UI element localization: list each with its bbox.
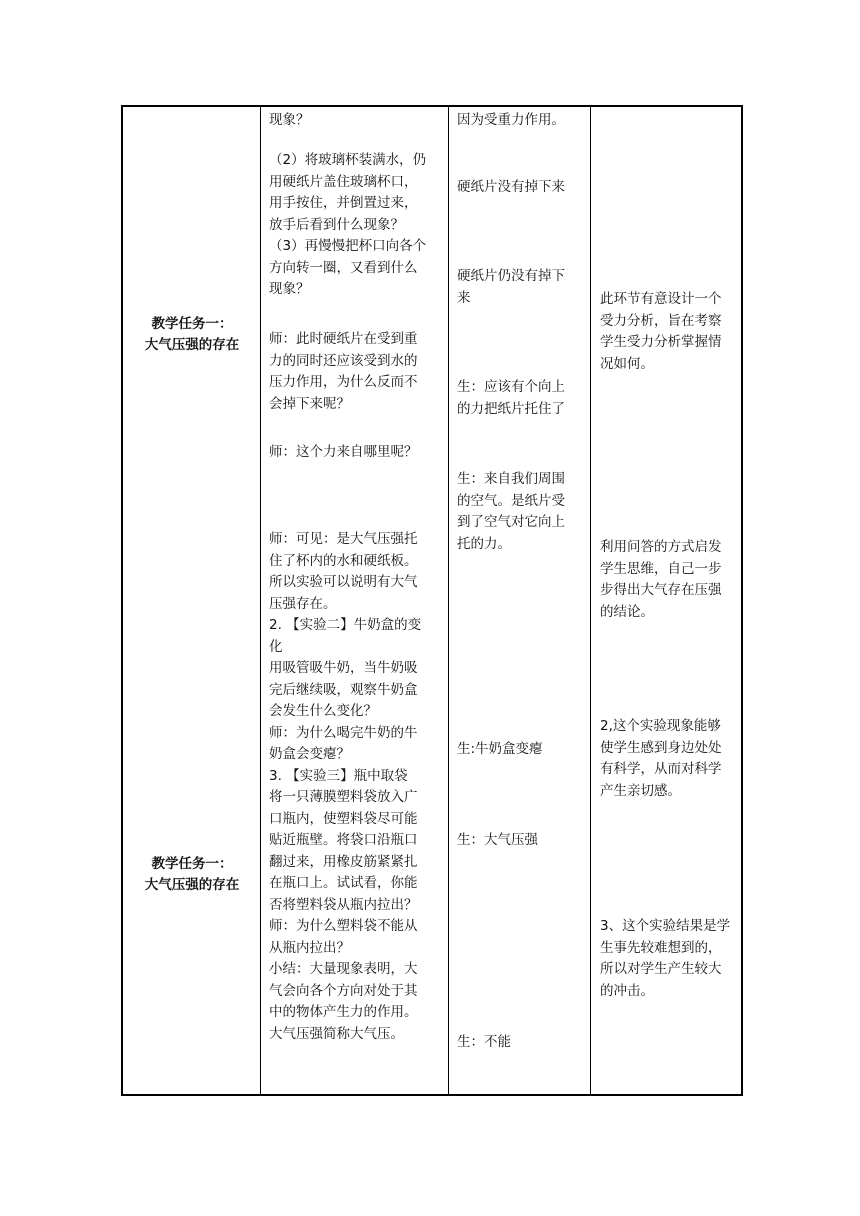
student-response-block (457, 1032, 511, 1054)
text-line: 将一只薄膜塑料袋放入广 (269, 789, 418, 805)
design-intent-block (600, 916, 730, 1002)
text-line: 力的同时还应该受到水的 (269, 352, 418, 369)
design-intent-block (600, 289, 722, 375)
student-response-block (457, 110, 565, 132)
text-line: 使学生感到身边处处 (600, 739, 722, 756)
text-line: 产生亲切感。 (600, 782, 681, 799)
text-line: 2,这个实验现象能够 (600, 718, 721, 734)
task-line: 大气压强的存在 (144, 877, 240, 893)
text-line: 的结论。 (600, 603, 654, 620)
text-line: 来 (457, 289, 471, 306)
column-divider (590, 107, 591, 1094)
text-line: 生：应该有个向上 (457, 379, 565, 395)
column-divider (448, 107, 449, 1094)
text-line: 2. 【实验二】牛奶盒的变 (269, 617, 422, 633)
text-line: 学生受力分析掌握情 (600, 334, 722, 350)
text-line: 压强存在。 (269, 595, 337, 612)
student-response-block (457, 469, 565, 555)
text-line: 生：来自我们周围 (457, 471, 565, 487)
text-line: （2）将玻璃杯装满水，仍 (269, 152, 427, 168)
text-line: 会掉下来呢？ (269, 395, 350, 412)
teacher-text-block (269, 110, 310, 132)
text-line: 大气压强简称大气压。 (269, 1025, 404, 1042)
text-line: 到了空气对它向上 (457, 514, 565, 530)
text-line: 师：为什么喝完牛奶的牛 (269, 724, 418, 741)
text-line: 师：可见：是大气压强托 (269, 531, 418, 547)
teaching-task-label (123, 854, 261, 896)
text-line: 贴近瓶壁。将袋口沿瓶口 (269, 832, 418, 848)
text-line: 步得出大气存在压强 (600, 582, 722, 598)
text-line: 硬纸片没有掉下来 (457, 179, 565, 195)
text-line: 从瓶内拉出？ (269, 939, 350, 956)
text-line: 现象？ (269, 112, 310, 128)
text-line: 生：不能 (457, 1034, 511, 1050)
student-response-block (457, 266, 565, 309)
text-line: 中的物体产生力的作用。 (269, 1004, 418, 1020)
text-line: 否将塑料袋从瓶内拉出？ (269, 896, 418, 913)
text-line: 此环节有意设计一个 (600, 291, 722, 307)
text-line: 现象？ (269, 281, 310, 297)
text-line: 学生思维，自己一步 (600, 560, 722, 577)
student-response-block (457, 739, 543, 761)
text-line: （3）再慢慢把杯口向各个 (269, 238, 427, 254)
teacher-text-block (269, 529, 421, 1045)
teaching-task-label (123, 314, 261, 356)
text-line: 3. 【实验三】瓶中取袋 (269, 767, 408, 784)
student-response-block (457, 377, 565, 420)
text-line: 师：为什么塑料袋不能从 (269, 918, 418, 934)
text-line: 有科学，从而对科学 (600, 761, 722, 777)
text-line: 托的力。 (457, 535, 511, 552)
text-line: 的空气。是纸片受 (457, 492, 565, 509)
text-line: 因为受重力作用。 (457, 112, 565, 128)
text-line: 会发生什么变化？ (269, 703, 377, 719)
text-line: 生事先较难想到的， (600, 939, 722, 956)
design-intent-block (600, 716, 722, 802)
task-line: 教学任务一： (151, 856, 233, 872)
text-line: 完后继续吸，观察牛奶盒 (269, 681, 418, 698)
text-line: 3、这个实验结果是学 (600, 918, 731, 934)
text-line: 用硬纸片盖住玻璃杯口， (269, 173, 418, 190)
text-line: 硬纸片仍没有掉下 (457, 268, 565, 284)
text-line: 方向转一圈，又看到什么 (269, 259, 418, 276)
column-divider (260, 107, 261, 1094)
text-line: 的力把纸片托住了 (457, 400, 565, 417)
teacher-text-block (269, 442, 418, 464)
text-line: 受力分析，旨在考察 (600, 312, 722, 329)
text-line: 化 (269, 638, 283, 655)
text-line: 师：此时硬纸片在受到重 (269, 331, 418, 347)
task-line: 大气压强的存在 (144, 337, 240, 353)
text-line: 所以对学生产生较大 (600, 961, 722, 977)
teacher-text-block (269, 329, 418, 415)
text-line: 压力作用，为什么反而不 (269, 374, 418, 390)
text-line: 利用问答的方式启发 (600, 539, 722, 555)
design-intent-block (600, 537, 722, 623)
text-line: 生:牛奶盒变瘪 (457, 741, 543, 757)
text-line: 放手后看到什么现象？ (269, 216, 404, 233)
text-line: 用吸管吸牛奶，当牛奶吸 (269, 660, 418, 676)
student-response-block (457, 177, 565, 199)
text-line: 小结：大量现象表明，大 (269, 961, 418, 977)
text-line: 住了杯内的水和硬纸板。 (269, 552, 418, 569)
text-line: 奶盒会变瘪？ (269, 746, 350, 762)
text-line: 口瓶内，使塑料袋尽可能 (269, 810, 418, 827)
text-line: 师：这个力来自哪里呢？ (269, 444, 418, 460)
text-line: 在瓶口上。试试看，你能 (269, 875, 418, 891)
text-line: 生：大气压强 (457, 832, 538, 848)
task-line: 教学任务一： (151, 316, 233, 332)
text-line: 用手按住，并倒置过来， (269, 195, 418, 211)
text-line: 况如何。 (600, 355, 654, 372)
text-line: 的冲击。 (600, 982, 654, 999)
text-line: 翻过来，用橡皮筋紧紧扎 (269, 853, 418, 870)
lesson-plan-table (121, 105, 743, 1096)
text-line: 气会向各个方向对处于其 (269, 982, 418, 999)
student-response-block (457, 830, 538, 852)
teacher-text-block (269, 150, 426, 301)
text-line: 所以实验可以说明有大气 (269, 574, 418, 590)
